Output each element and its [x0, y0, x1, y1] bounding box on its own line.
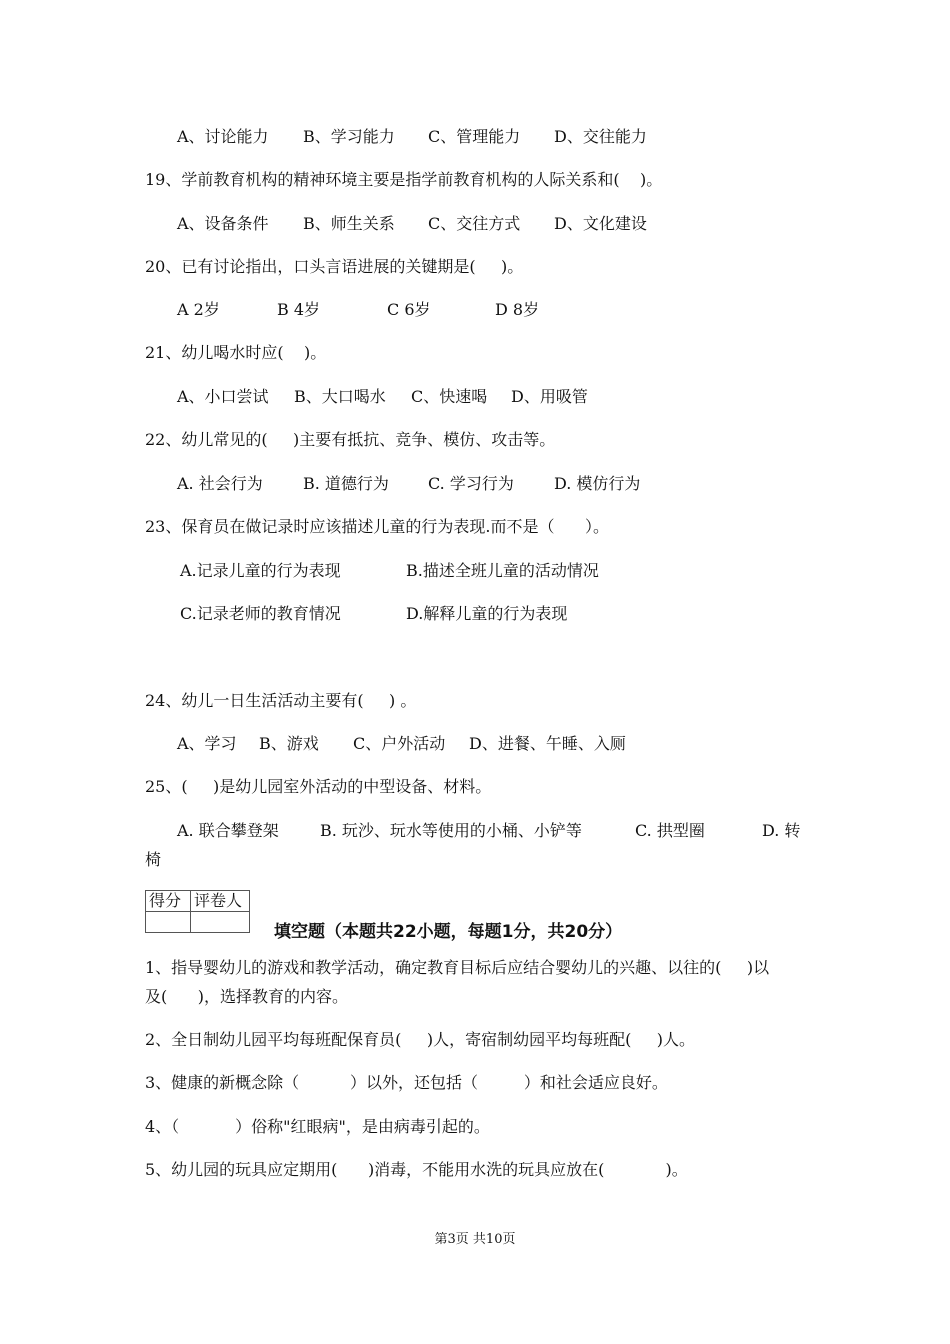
score-cell: [146, 912, 191, 933]
q24-option-d: D、进餐、午睡、入厕: [469, 734, 626, 753]
q19-options: [177, 214, 647, 234]
q19-option-d: D、文化建设: [554, 214, 647, 233]
q19-option-c: C、交往方式: [428, 214, 521, 233]
q20-option-a: A 2岁: [177, 300, 220, 319]
grader-header: 评卷人: [191, 891, 250, 912]
q18-option-a: A、讨论能力: [177, 127, 269, 146]
q24-option-b: B、游戏: [259, 734, 319, 753]
q25-option-c: C. 拱型圈: [635, 821, 705, 840]
q23-options-row2: [180, 604, 567, 624]
score-table: [145, 890, 250, 933]
q19-option-a: A、设备条件: [177, 214, 269, 233]
q23-option-a: A.记录儿童的行为表现: [180, 561, 341, 580]
q20-text: 20、已有讨论指出，口头言语进展的关键期是( )。: [145, 257, 524, 276]
section-title: 填空题（本题共22小题，每题1分，共20分）: [274, 922, 623, 942]
page-footer: 第3页 共10页: [434, 1232, 516, 1247]
q25-options: [177, 821, 800, 841]
q24-option-c: C、户外活动: [353, 734, 446, 753]
q20-option-c: C 6岁: [387, 300, 431, 319]
q25-option-d: D. 转: [762, 821, 801, 840]
q24-text: 24、幼儿一日生活活动主要有( ) 。: [145, 691, 417, 710]
q20-option-b: B 4岁: [277, 300, 321, 319]
q25-option-d-wrap: 椅: [145, 850, 162, 869]
q21-option-c: C、快速喝: [411, 387, 488, 406]
q21-options: [177, 387, 588, 407]
fill-q2: 2、全日制幼儿园平均每班配保育员( )人，寄宿制幼园平均每班配( )人。: [145, 1030, 696, 1049]
q25-option-b: B. 玩沙、玩水等使用的小桶、小铲等: [320, 821, 582, 840]
q22-option-c: C. 学习行为: [428, 474, 514, 493]
q20-options: [177, 300, 539, 320]
fill-q5: 5、幼儿园的玩具应定期用( )消毒，不能用水洗的玩具应放在( )。: [145, 1160, 688, 1179]
fill-q3: 3、健康的新概念除（ ）以外，还包括（ ）和社会适应良好。: [145, 1073, 668, 1092]
fill-q1-line2: 及( )，选择教育的内容。: [145, 987, 349, 1006]
q21-option-b: B、大口喝水: [294, 387, 386, 406]
q22-option-b: B. 道德行为: [303, 474, 389, 493]
q24-option-a: A、学习: [177, 734, 237, 753]
q21-option-d: D、用吸管: [511, 387, 588, 406]
q21-text: 21、幼儿喝水时应( )。: [145, 343, 327, 362]
q25-text: 25、( )是幼儿园室外活动的中型设备、材料。: [145, 777, 492, 796]
q22-text: 22、幼儿常见的( )主要有抵抗、竞争、模仿、攻击等。: [145, 430, 556, 449]
q23-option-b: B.描述全班儿童的活动情况: [406, 561, 599, 580]
q24-options: [177, 734, 626, 754]
score-header: 得分: [146, 891, 191, 912]
q25-option-a: A. 联合攀登架: [177, 821, 279, 840]
q23-text: 23、保育员在做记录时应该描述儿童的行为表现.而不是（ ）。: [145, 517, 609, 536]
q19-option-b: B、师生关系: [303, 214, 395, 233]
q23-options-row1: [180, 561, 599, 581]
q23-option-d: D.解释儿童的行为表现: [406, 604, 568, 623]
q18-options: [177, 127, 647, 147]
q22-options: [177, 474, 640, 494]
fill-q4: 4、（ ）俗称"红眼病"，是由病毒引起的。: [145, 1117, 490, 1136]
q20-option-d: D 8岁: [495, 300, 540, 319]
q22-option-a: A. 社会行为: [177, 474, 263, 493]
q18-option-c: C、管理能力: [428, 127, 521, 146]
q21-option-a: A、小口尝试: [177, 387, 269, 406]
grader-cell: [191, 912, 250, 933]
q22-option-d: D. 模仿行为: [554, 474, 641, 493]
q19-text: 19、学前教育机构的精神环境主要是指学前教育机构的人际关系和( )。: [145, 170, 663, 189]
q18-option-b: B、学习能力: [303, 127, 395, 146]
q18-option-d: D、交往能力: [554, 127, 647, 146]
q23-option-c: C.记录老师的教育情况: [180, 604, 341, 623]
fill-q1-line1: 1、指导婴幼儿的游戏和教学活动，确定教育目标后应结合婴幼儿的兴趣、以往的( )以: [145, 958, 770, 977]
